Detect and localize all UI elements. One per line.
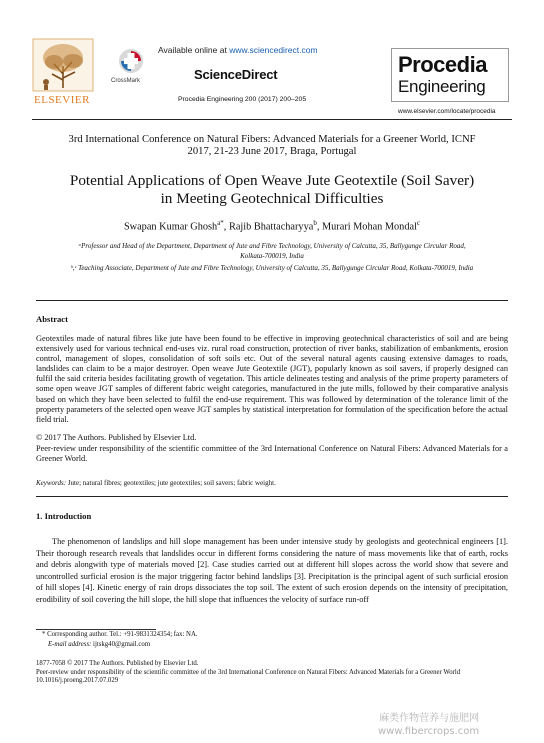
journal-url-link[interactable]: www.elsevier.com/locate/procedia [398,108,496,115]
author-list [32,219,512,232]
author-name: Murari Mohan Mondal [321,221,417,233]
sciencedirect-url-link[interactable]: www.sciencedirect.com [229,45,318,55]
author-marks: c [416,219,421,227]
front-matter-peer-review: Peer-review under responsibility of the scientific committee of the 3rd International Conference on Natural Fibers: Advanced Materials for a Greener World [36,668,461,676]
abstract-top-divider [36,300,508,301]
abstract-heading: Abstract [36,314,68,324]
keywords-list: Jute; natural fibres; geotextiles; jute geotextiles; soil savers; fabric weight. [66,479,276,487]
publisher-logo-text: ELSEVIER [34,94,90,106]
header-divider [32,119,512,120]
introduction-heading: 1. Introduction [36,511,92,521]
front-matter [36,660,506,686]
crossmark-label: CrossMark [111,78,141,84]
corresponding-author-note: * Corresponding author. Tel.: +91-9831324354; fax: NA. [42,631,198,638]
journal-citation: Procedia Engineering 200 (2017) 200–205 [178,96,307,103]
paper-title [32,172,512,208]
title-line-1: Potential Applications of Open Weave Jute Geotextile (Soil Saver) [69,172,475,189]
available-online-prefix: Available online at [158,45,230,55]
affiliation-bc: ᵇ,ᶜ Teaching Associate, Department of Jute and Fibre Technology, University of Calcutta, 35, Ballygunge Circular Road, Kolkata-700019, India [70,264,474,272]
watermark-line-1: 麻类作物营养与施肥网 [379,713,480,724]
author-name: Rajib Bhattacharyya [228,221,314,233]
author-separator: , [223,221,229,233]
conference-line-1: 3rd International Conference on Natural Fibers: Advanced Materials for a Greener World, ICNF [68,134,476,145]
site-watermark [378,712,479,738]
title-line-2: in Meeting Geotechnical Difficulties [160,190,384,207]
conference-line-2: 2017, 21-23 June 2017, Braga, Portugal [187,146,357,157]
author-marks: b [313,219,317,227]
affiliation-a-line-1: ᵃProfessor and Head of the Department, Department of Jute and Fibre Technology, University of Calcutta, 35, Ballygunge Circular Road, [78,242,466,250]
sciencedirect-wordmark: ScienceDirect [194,67,278,82]
watermark-line-2: www.fibercrops.com [378,726,480,737]
introduction-text: The phenomenon of landslips and hill slope management has been under intensive study by geologists and geotechnical engineers [1]. Their thorough research reveals that landslides occur in different forms considering the nature of mass movements like that of earth, rocks and debris alongwith type of materials moved [2]. Case studies carried out at different hill slopes across the world show that severe and uncontrolled surficial erosion is the major triggering factor behind landslips [3]. Precipitation is the principal agent of such surficial erosion of hill slopes [4]. Kinetic energy of rain drops dissociates the top soil. The extent of such erosion depends on the intensity of precipitation, erodibility of soil covering the hill slope, the hill slope that influences the velocity of surface run-off [36,537,508,604]
doi-link[interactable]: 10.1016/j.proeng.2017.07.029 [36,677,119,685]
keywords-label: Keywords: [36,479,67,487]
procedia-logo-subtitle: Engineering [398,77,486,96]
keywords-line [36,479,276,487]
affiliation-a [32,242,512,261]
abstract-peer-review: Peer-review under responsibility of the scientific committee of the 3rd International Conference on Natural Fibers: Advanced Materials for a Greener World. [36,444,508,464]
footnote-divider [36,629,156,630]
available-online-line [158,45,318,55]
procedia-logo-name: Procedia [398,52,487,77]
email-label: E-mail address: [48,641,92,648]
issn-line: 1877-7058 © 2017 The Authors. Published by Elsevier Ltd. [36,660,199,667]
conference-info [32,134,512,158]
abstract-copyright: © 2017 The Authors. Published by Elsevier Ltd. [36,433,197,442]
affiliation-a-line-2: Kolkata-700019, India [240,251,304,260]
abstract-bottom-divider [36,496,508,497]
crossmark-icon[interactable] [118,48,144,74]
email-line [48,641,150,648]
abstract-text: Geotextiles made of natural fibres like jute have been found to be effective in improving geotechnical characteristics of soil and are being extensively used for various technical end-uses viz. rural road construction, protection of river banks, stabilization of embankments, erosion control, management of slopes, consolidation of soft soils etc. Out of the several natural agents causing extensive damages to roads, landslides can claim to be a major destroyer. Open weave Jute Geotextile (JGT), popularly known as soil savers, if properly designed can fulfil the said criteria besides facilitating growth of vegetation. This article delineates testing and analysis of the prime property parameters of some open weave JGT samples of different fabric weight categories, manufactured in the jute mills, followed by their comparative analysis based on which they have been selected to fulfil the end-use requirement. This was followed by determination of the tolerance limit of the property parameters of the selected open weave JGT samples by statistical interpretation for formulation of the specification before the actual field trial. [36,334,508,424]
author-marks: a* [217,219,224,227]
author-separator: , [316,221,322,233]
author-name: Swapan Kumar Ghosh [123,221,218,233]
email-address[interactable]: ijtskg40@gmail.com [91,641,151,648]
